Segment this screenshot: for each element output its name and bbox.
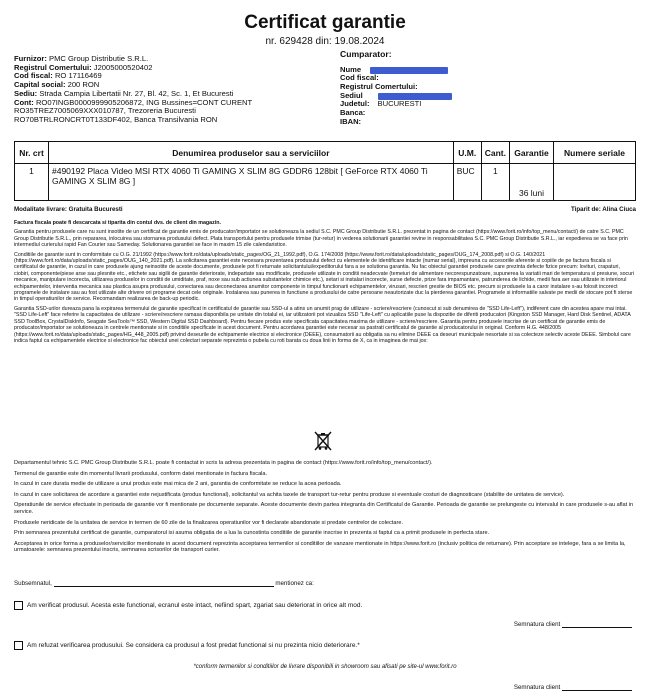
- supplier-block: [14, 55, 344, 125]
- service-paragraph: Operatiunile de service efectuate in perioada de garantie vor fi mentionate pe documente separate. Aceste documente devin partea integranta din Certificatul de Garantie. Perioada de garantie se prelungeste cu intervalul in care produsele s-au aflat in service.: [14, 502, 634, 515]
- warranty-terms: [14, 220, 636, 347]
- terms-paragraph: Factura fiscala poate fi descarcata si tiparita din contul dvs. de client din magazin.: [14, 220, 221, 226]
- mentionez-label: mentionez ca:: [275, 580, 314, 587]
- service-terms: [14, 460, 636, 558]
- cell-description: #490192 Placa Video MSI RTX 4060 Ti GAMING X SLIM 8G GDDR6 128bit [ GeForce RTX 4060 Ti GAMING X SLIM 8G ]: [49, 164, 454, 201]
- service-paragraph: In cazul in care solicitarea de acordare a garantiei este nejustificata (produs functional), solicitantul va achita taxele de transport tur-retur pentru produse si eventuale costuri de diagnosticare (stabilite de unitatea de service).: [14, 491, 565, 498]
- client-signature-2: [514, 684, 632, 691]
- signature-blank-line[interactable]: [562, 685, 632, 691]
- col-header-description: Denumirea produselor sau a serviciilor: [49, 142, 454, 164]
- verified-checkbox[interactable]: [14, 601, 23, 610]
- client-signature-1: [514, 621, 632, 628]
- supplier-row: Cont: RO07INGB0000999905206872, ING Bussines=CONT CURENT: [14, 97, 253, 107]
- buyer-row-name: Nume: [340, 66, 640, 75]
- supplier-row: Sediu: Strada Campia Libertatii Nr. 27, Bl. 42, Sc. 1, Et Bucuresti: [14, 88, 234, 98]
- refused-label: Am refuzat verificarea produsului. Se considera ca produsul a fost predat functional si nu prezinta nicio deteriorare.*: [27, 642, 360, 649]
- supplier-row: Furnizor: PMC Group Distributie S.R.L.: [14, 54, 149, 63]
- buyer-row-iban: IBAN:: [340, 116, 362, 126]
- buyer-heading: Cumparator:: [340, 49, 392, 59]
- col-header-nr: Nr. crt: [15, 142, 49, 164]
- subsemnatul-line: [14, 580, 314, 587]
- client-signature-label: Semnatura client: [513, 684, 561, 691]
- service-paragraph: Produsele neridicate de la unitatea de service in termen de 60 zile de la finalizarea operatiunilor vor fi declarate abandonate si predate centrelor de colectare.: [14, 519, 404, 526]
- terms-paragraph: Conditiile de garantie sunt in conformitate cu O.G. 21/1992 (https://www.forit.ro/data/uploads/static_pages/OG_21_1992.pdf), O.G. 174/2008 (https://www.forit.ro/data/uploads/static_pages/OUG_174_2008.pdf) si O.G. 140/2021 (https://www.forit.ro/data/uploads/static_pages/OUG_140_2021.pdf). La solicitarea garantiei este necesara prezentarea produsului defect cu elementele de identificare intacte (numar serial), impreuna cu accesoriile aferente si copiile de pe factura fiscala si certificatul de garantie, in cazul in care produsele ajung neinsotite de aceste documente, produsele pot fi returnate solicitantului/expeditorului fara a se solutiona garantia. Nu fac obiectul garantiei produsele care prezinta defecte fizice precum: lovituri, crapaturi, ciobiri, componente/piese arse sau plesnite etc., etichete sau sigilii de garantie deteriorate, indepartate sau modificate, produsele utilizate in conditii neadecvate (temeiuri de alimentare necorespunzatoare, supunerea la variatii mari de temperatura si presiune, socuri mecanice, manipulare incorecta, utilizarea produselor in conditii de umiditate, praf, noxe sau sub actiunea substantelor chimice etc.), setari si instalari incorecte, surse defecte, prize fara impamantare, patrunderea de lichide, medii fara aer sau utilizate in interiorul echipamentelor, interventia mecanica sau plastica asupra produsului, conectarea sau deconectarea anumitor componente in timpul functionarii echipamentelor, virusari, rescrieri gresite de BIOS etc. precum si produsele la a caror instalare s-au folosit incorect programele de instalare sau au fost utilizate alte drivere ori programe decat cele originale. Instalarea sau punerea in functiune a produsului de catre persoane neautorizate duc la pierderea garantiei. Programele si informatiile salvate pe medii de stocare pot fi sterse in timpul operatiunilor de service. Recomandam realizarea de back-up periodic.: [14, 251, 635, 303]
- client-signature-label: Semnatura client: [513, 621, 561, 628]
- signature-blank-line[interactable]: [562, 622, 632, 628]
- table-row: [15, 164, 636, 201]
- delivery-line: [14, 206, 636, 213]
- buyer-row-registry: Registrul Comertului:: [340, 82, 418, 92]
- footer-note: *conform termenilor si conditiilor de livrare disponibili in showroom sau afisati pe site-ul www.forit.ro: [193, 664, 457, 670]
- service-paragraph: Departamentul tehnic S.C. PMC Group Distributie S.R.L. poate fi contactat in scris la adresa prezentata in pagina de contact (https://www.forit.ro/info/top_menu/contact/).: [14, 460, 433, 466]
- cell-nr: 1: [15, 164, 49, 201]
- buyer-block: [340, 50, 640, 127]
- col-header-um: U.M.: [453, 142, 481, 164]
- terms-paragraph: Garantia pentru produsele care nu sunt insotite de un certificat de garantie emis de producator/importator se solutioneaza la sediul S.C. PMC Group Distributie S.R.L. prezentat in pagina de contact (https://www.forit.ro/info/top_menu/contact/) de catre S.C. PMC Group Distributie S.R.L., prin repararea, inlocuirea sau stornarea produsului defect. Plata transportului pentru produsele trimise (tur-retur) in vederea solutionarii garantiei revine in responsabilitatea S.C. PMC Group Distributie S.R.L., iar expedierea se va face prin intermediul curierului rapid Fan Courier sau Sameday. Solutionarea garantiei se face in maxim 15 zile calendaristice.: [14, 229, 628, 249]
- supplier-row: Registrul Comertului: J2005000520402: [14, 62, 153, 72]
- col-header-qty: Cant.: [481, 142, 509, 164]
- check-refused-row: [14, 641, 360, 650]
- subsemnatul-label: Subsemnatul,: [14, 580, 52, 587]
- supplier-row: Capital social: 200 RON: [14, 80, 100, 90]
- terms-paragraph: Garantia SSD-urilor dureaza pana la expirarea termenului de garantie specificat in certificatul de garantie sau SSD-ul a atins un anumit prag de utilizare - scriere/rescriere (cunoscut si sub denumirea de "SSD Life-Left"), indiferent care din acestea apare mai intai. "SSD Life-Left" face referire la capacitatea de utilizare - scriere/rescriere ramasa disponibila pe unitate din totalul ei, iar utilizatorii pot vizualiza SSD "Life-Left" cu aplicatiile puse la dispozitie de diferiti producatori (Kingston SSD Manager, Hard Disk Sentinel, ADATA SSD ToolBox, CrystalDiskInfo, Seagate SeaTools™ SSD, Western Digital SSD Dashboard). Pentru fiecare produs este specificata capacitatea maxima de utilizare - scriere/rescriere. Garantia pentru produsele inscrise de un certificat de garantie emis de producator/importator se solutioneaza in centrele mentionate si in conditiile specificate in acest document. Pentru acordarea garantiei este necesar sa pastrati certificatul de garantie al producatorului in original. Conform H.G. 448/2005 (https://www.forit.ro/data/uploads/static_pages/HG_448_2005.pdf) privind deseurile de echipamente electrice si electronice (DEEE), consumatorii au obligatia sa nu elimine DEEE ca deseuri municipale nesortate si sa colecteze selectiv aceste DEEE. Simbolul care indica faptul ca echipamentele electrice si electronice fac obiectul unei colectari separate reprezinta o pubela cu roti barata cu doua linii in forma de X, ca in imaginea de mai jos:: [14, 305, 631, 344]
- service-paragraph: In cazul in care durata medie de utilizare a unui produs este mai mica de 2 ani, garantia de conformitate se reduce la acea perioada.: [14, 481, 342, 488]
- printed-by: Tiparit de: Alina Ciuca: [571, 206, 636, 213]
- products-table: [14, 141, 636, 201]
- service-paragraph: Termenul de garantie este din momentul livrarii produsului, conform datei mentionate in factura fiscala.: [14, 470, 268, 477]
- supplier-row: RO35TREZ7005069XXX010787, Trezoreria Bucuresti: [14, 106, 196, 116]
- buyer-row-fiscal: Cod fiscal:: [340, 73, 379, 83]
- cell-qty: 1: [481, 164, 509, 201]
- document-title: Certificat garantie: [244, 12, 406, 33]
- refused-checkbox[interactable]: [14, 641, 23, 650]
- cell-warranty: 36 luni: [510, 164, 554, 201]
- weee-crossed-bin-icon: [312, 430, 334, 452]
- table-header-row: [15, 142, 636, 164]
- buyer-row-bank: Banca:: [340, 108, 366, 118]
- document-number: nr. 629428 din: 19.08.2024: [265, 36, 385, 47]
- cell-serials: [554, 164, 636, 201]
- col-header-serials: Numere seriale: [554, 142, 636, 164]
- buyer-row-address: Sediul: [340, 92, 640, 101]
- cell-um: BUC: [453, 164, 481, 201]
- supplier-row: Cod fiscal: RO 17116469: [14, 71, 102, 81]
- col-header-warranty: Garantie: [510, 142, 554, 164]
- redaction-mark: [370, 67, 448, 74]
- service-paragraph: Acceptarea in orice forma a produselor/serviciilor mentionate in acest document reprezinta acceptarea termenilor si conditiilor de vanzare mentionate in https://www.forit.ro (inclusiv politica de returnare). Prin acceptare se intelege, fara a se limita la, urmatoarele: semnarea prezentului inscris, semnarea scrisorilor de transport curier.: [14, 540, 626, 554]
- delivery-method: Modalitate livrare: Gratuita Bucuresti: [14, 206, 123, 213]
- service-paragraph: Prin semnarea prezentului certificat de garantie, cumparatorul isi asuma obligatia de a lua la cunostinta conditiile de garantie inscrise in prezenta si faptul ca a primit produsele in perfecta stare.: [14, 530, 490, 537]
- buyer-row-county: Judetul: BUCURESTI: [340, 99, 422, 109]
- supplier-row: RO70BTRLRONCRT0T133DF402, Banca Transilvania RON: [14, 114, 218, 124]
- check-verified-row: [14, 601, 362, 610]
- verified-label: Am verificat produsul. Acesta este functional, ecranul este intact, nefiind spart, zgariat sau deteriorat in orice alt mod.: [27, 602, 363, 609]
- name-blank-line[interactable]: [54, 581, 274, 587]
